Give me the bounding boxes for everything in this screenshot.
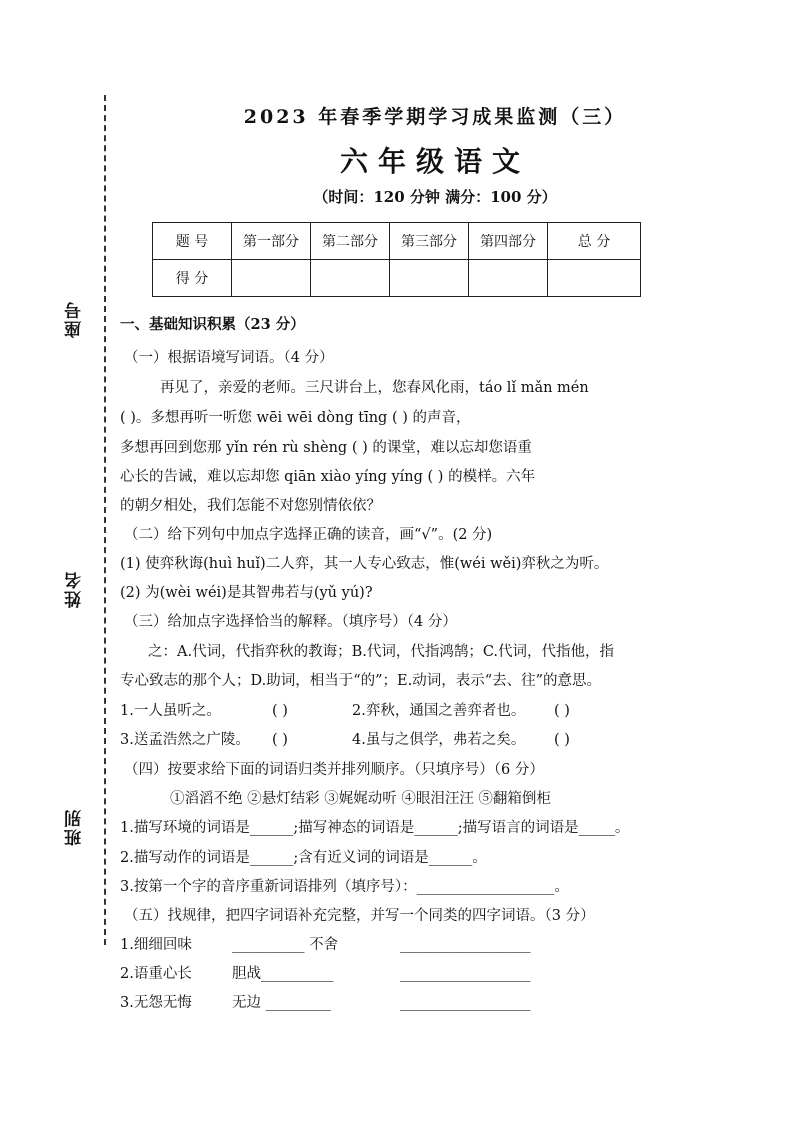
q4-line: 2.描写动作的词语是______;含有近义词的词语是______。 bbox=[120, 850, 487, 866]
section1-heading: 一、基础知识积累（23 分） bbox=[120, 316, 305, 333]
score-header-cell: 第一部分 bbox=[232, 223, 311, 260]
q3-line: 专心致志的那个人；D.助词，相当于“的”；E.动词，表示“去、往”的意思。 bbox=[120, 673, 602, 689]
q5-row-left: 3.无怨无悔 bbox=[120, 995, 192, 1011]
seat-number-label: 座号 bbox=[65, 300, 85, 338]
score-cell-part4[interactable] bbox=[469, 260, 548, 297]
score-header-cell: 第四部分 bbox=[469, 223, 548, 260]
score-table bbox=[152, 222, 641, 297]
q5-row-mid[interactable]: __________ 不舍 bbox=[232, 937, 339, 953]
q4-line: 1.描写环境的词语是______;描写神态的词语是______;描写语言的词语是_____。 bbox=[120, 820, 630, 836]
exam-time-info: （时间：120 分钟 满分：100 分） bbox=[313, 188, 557, 206]
q5-row-mid[interactable]: 无边 _________ bbox=[232, 995, 331, 1011]
q4-heading: （四）按要求给下面的词语归类并排列顺序。（只填序号）（6 分） bbox=[124, 762, 544, 778]
q2-line: (1) 使弈秋诲(huì huǐ)二人弈，其一人专心致志，惟(wéi wěi)弈秋之为听。 bbox=[120, 556, 609, 572]
score-header-cell: 第二部分 bbox=[311, 223, 390, 260]
q1-line: 心长的告诫，难以忘却您 qiān xiào yíng yíng ( ) 的模样。六年 bbox=[120, 469, 536, 485]
q5-row-mid[interactable]: 胆战__________ bbox=[232, 966, 334, 982]
q3-item: 4.虽与之俱学，弗若之矣。 bbox=[352, 732, 526, 748]
q3-item: 2.弈秋，通国之善弈者也。 bbox=[352, 703, 526, 719]
score-cell-total[interactable] bbox=[548, 260, 641, 297]
q3-answer-paren[interactable]: ( ) bbox=[554, 732, 570, 748]
score-header-cell: 题 号 bbox=[153, 223, 232, 260]
q3-answer-paren[interactable]: ( ) bbox=[272, 703, 288, 719]
exam-subject: 六年级语文 bbox=[339, 145, 530, 178]
q5-row-left: 2.语重心长 bbox=[120, 966, 192, 982]
q1-line: 的朝夕相处，我们怎能不对您别情依依？ bbox=[120, 498, 381, 514]
score-cell-part3[interactable] bbox=[390, 260, 469, 297]
class-label: 班别 bbox=[65, 808, 85, 846]
binding-dashed-line bbox=[104, 95, 106, 945]
q5-row-blank[interactable]: __________________ bbox=[400, 966, 531, 982]
score-table-score-row bbox=[153, 260, 641, 297]
score-table-header-row bbox=[153, 223, 641, 260]
q5-row-left: 1.细细回味 bbox=[120, 937, 192, 953]
q3-answer-paren[interactable]: ( ) bbox=[272, 732, 288, 748]
score-cell-part2[interactable] bbox=[311, 260, 390, 297]
score-cell-part1[interactable] bbox=[232, 260, 311, 297]
q1-line: ( )。多想再听一听您 wēi wēi dòng tīng ( ) 的声音， bbox=[120, 410, 471, 426]
q1-line: 再见了，亲爱的老师。三尺讲台上，您春风化雨，táo lǐ mǎn mén bbox=[160, 380, 589, 396]
q4-line: 3.按第一个字的音序重新词语排列（填序号）：___________________。 bbox=[120, 879, 569, 895]
q5-heading: （五）找规律，把四字词语补充完整，并写一个同类的四字词语。（3 分） bbox=[124, 908, 595, 924]
q2-line: (2) 为(wèi wéi)是其智弗若与(yǔ yú)? bbox=[120, 585, 373, 601]
score-header-cell: 总 分 bbox=[548, 223, 641, 260]
q3-item: 3.送孟浩然之广陵。 bbox=[120, 732, 250, 748]
q1-heading: （一）根据语境写词语。（4 分） bbox=[124, 350, 334, 366]
q5-row-blank[interactable]: __________________ bbox=[400, 937, 531, 953]
score-header-cell: 第三部分 bbox=[390, 223, 469, 260]
q3-item: 1.一人虽听之。 bbox=[120, 703, 221, 719]
q3-heading: （三）给加点字选择恰当的解释。（填序号）（4 分） bbox=[124, 614, 457, 630]
student-name-label: 姓名 bbox=[65, 570, 85, 608]
score-row-label: 得 分 bbox=[153, 260, 232, 297]
q4-word-list: ①滔滔不绝 ②悬灯结彩 ③娓娓动听 ④眼泪汪汪 ⑤翻箱倒柜 bbox=[170, 791, 551, 807]
q2-heading: （二）给下列句中加点字选择正确的读音，画“√”。(2 分) bbox=[124, 527, 493, 543]
q3-line: 之：A.代词，代指弈秋的教诲；B.代词，代指鸿鹄；C.代词，代指他，指 bbox=[148, 644, 615, 660]
q3-answer-paren[interactable]: ( ) bbox=[554, 703, 570, 719]
q1-line: 多想再回到您那 yǐn rén rù shèng ( ) 的课堂，难以忘却您语重 bbox=[120, 440, 532, 456]
exam-title: 2023 年春季学期学习成果监测（三） bbox=[243, 106, 627, 128]
q5-row-blank[interactable]: __________________ bbox=[400, 995, 531, 1011]
